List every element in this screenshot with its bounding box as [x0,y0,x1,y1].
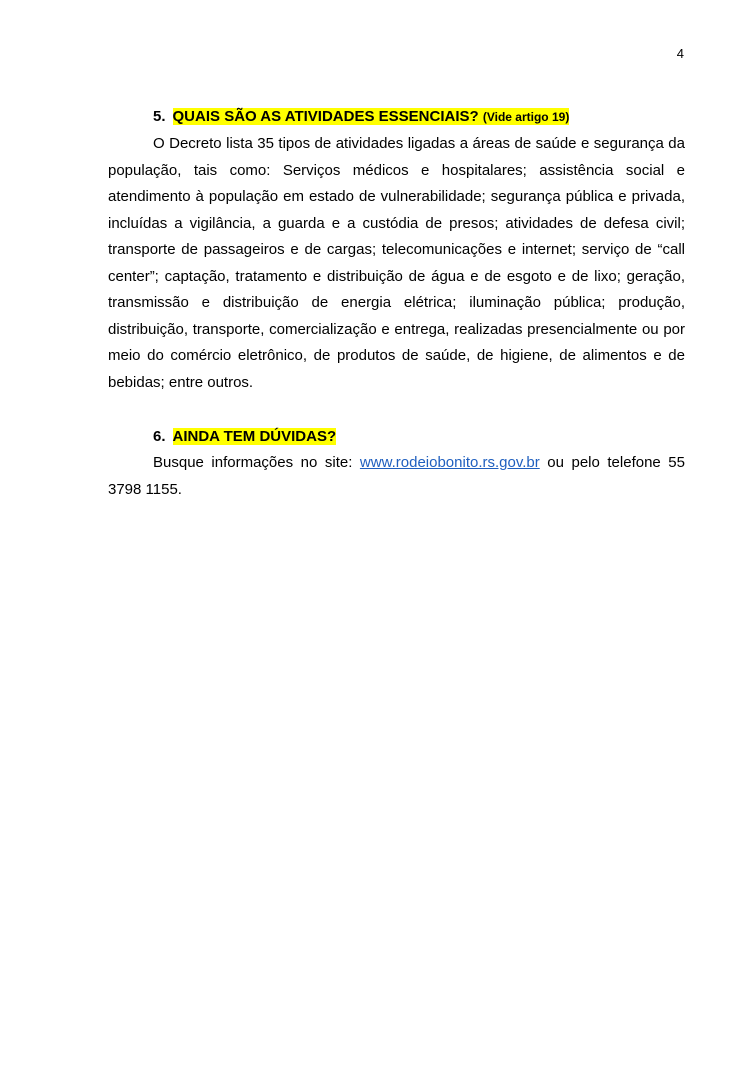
section-5-highlight [173,108,570,125]
section-5-title: QUAIS SÃO AS ATIVIDADES ESSENCIAIS? [172,108,479,125]
section-5-heading [108,103,685,131]
section-6-paragraph [108,450,685,503]
section-5-subtitle: (Vide artigo 19) [482,110,570,124]
section-6-title: AINDA TEM DÚVIDAS? [172,428,337,445]
page-number: 4 [676,46,684,61]
section-5-paragraph: O Decreto lista 35 tipos de atividades ligadas a áreas de saúde e segurança da população, tais como: Serviços médicos e hospitalares; assistência social e atendimento à população em estado de vulnerabilidade; segurança pública e privada, incluídas a vigilância, a guarda e a custódia de presos; atividades de defesa civil; transporte de passageiros e de cargas; telecomunicações e internet; serviço de “call center”; captação, tratamento e distribuição de água e de esgoto e de lixo; geração, transmissão e distribuição de energia elétrica; iluminação pública; produção, distribuição, transporte, comercialização e entrega, realizadas presencialmente ou por meio do comércio eletrônico, de produtos de saúde, de higiene, de alimentos e de bebidas; entre outros. [108,135,685,391]
website-link[interactable]: www.rodeiobonito.rs.gov.br [359,454,540,471]
section-6-text-suffix: ou pelo telefone 55 3798 1155. [108,454,685,498]
section-6-text-prefix: Busque informações no site: [153,454,360,471]
section-5-number: 5. [153,108,166,125]
section-6-number: 6. [153,428,166,445]
document-body [108,103,685,503]
section-spacer [108,396,685,423]
section-6-heading [108,423,685,450]
